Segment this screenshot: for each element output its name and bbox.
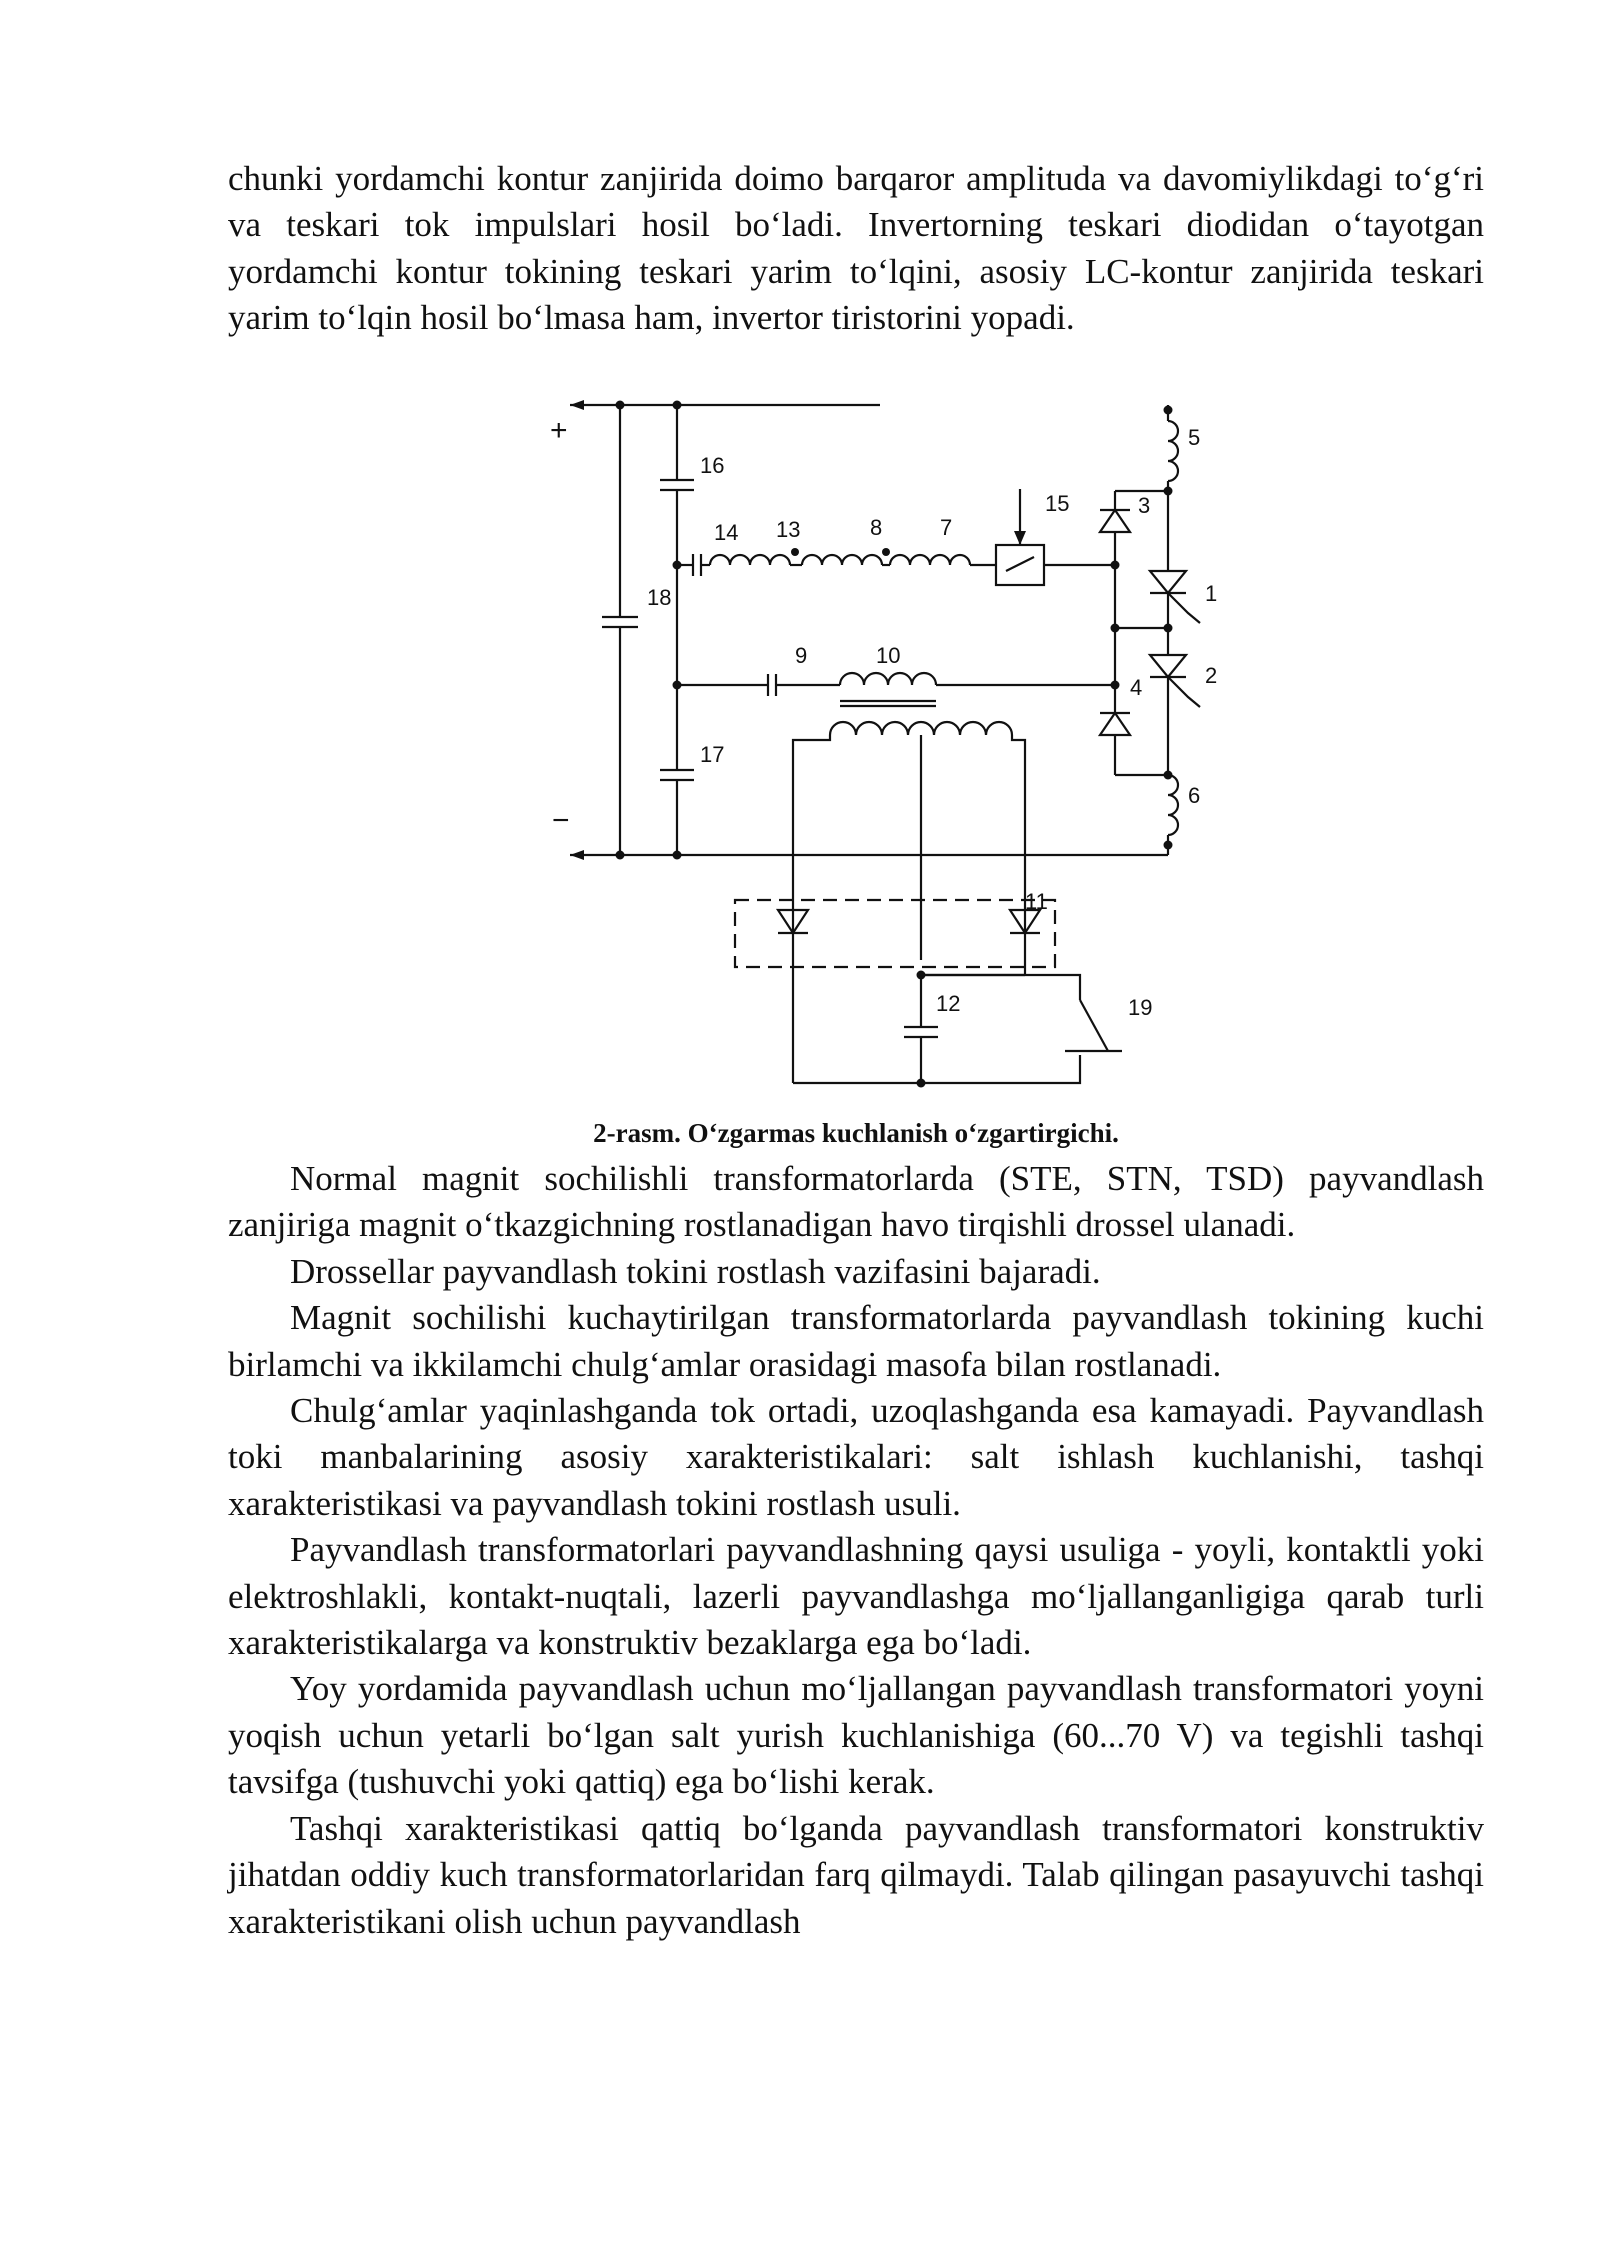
inductor-13-coil xyxy=(710,555,790,565)
label-7: 7 xyxy=(940,515,953,540)
diode-3-icon xyxy=(1100,510,1130,532)
label-5: 5 xyxy=(1188,425,1201,450)
paragraph-7: Tashqi xarakteristikasi qattiq bo‘lganda payvandlash transformatori konstruktiv jihatdan oddiy kuch transformatorlaridan farq qilmaydi. Talab qilingan pasayuvchi tashqi xarakteristikani olish uchun payvandlash xyxy=(228,1808,1484,1941)
label-19: 19 xyxy=(1128,995,1153,1020)
plus-arrow-icon xyxy=(570,400,584,410)
label-16: 16 xyxy=(700,453,725,478)
transformer-10-secondary xyxy=(830,722,1012,735)
thyristor-1-icon xyxy=(1150,571,1186,593)
thyristor-2-icon xyxy=(1150,655,1186,677)
thyristor-1-gate xyxy=(1168,593,1200,623)
minus-arrow-icon xyxy=(570,850,584,860)
label-4: 4 xyxy=(1130,675,1143,700)
inductor-5-coil xyxy=(1168,421,1178,481)
plus-label: + xyxy=(550,414,568,447)
transformer-10-primary xyxy=(840,673,936,685)
node-dot xyxy=(1111,624,1120,633)
node-dot xyxy=(673,851,682,860)
circuit-diagram xyxy=(540,395,1220,1095)
thyristor-2-gate xyxy=(1168,677,1200,707)
label-6: 6 xyxy=(1188,783,1201,808)
label-1: 1 xyxy=(1205,581,1218,606)
body-text-block xyxy=(228,1156,1484,1945)
label-11: 11 xyxy=(1025,889,1048,914)
inductor-6-coil xyxy=(1168,775,1178,835)
label-14: 14 xyxy=(714,520,739,545)
inductor-7-coil xyxy=(890,555,970,565)
winding-dot xyxy=(882,548,890,556)
paragraph-1: Normal magnit sochilishli transformatorlarda (STE, STN, TSD) payvandlash zanjiriga magnit o‘tkazgichning rostlanadigan havo tirqishli drossel ulanadi. xyxy=(228,1159,1484,1245)
inductor-8-coil xyxy=(802,555,882,565)
minus-label: − xyxy=(552,804,570,837)
intro-paragraph: chunki yordamchi kontur zanjirida doimo barqaror amplituda va davomiylikdagi to‘g‘ri va teskari tok impulslari hosil bo‘ladi. Invertorning teskari diodidan o‘tayotgan yordamchi kontur tokining teskari yarim to‘lqini, asosiy LC-kontur zanjirida teskari yarim to‘lqin hosil bo‘lmasa ham, invertor tiristorini yopadi. xyxy=(228,159,1484,338)
label-12: 12 xyxy=(936,991,961,1016)
label-13: 13 xyxy=(776,517,801,542)
label-8: 8 xyxy=(870,515,883,540)
intro-text-block xyxy=(228,156,1484,342)
paragraph-6: Yoy yordamida payvandlash uchun mo‘ljallangan payvandlash transformatori yoyni yoqish uchun yetarli bo‘lgan salt yurish kuchlanishiga (60...70 V) va tegishli tashqi tavsifga (tushuvchi yoki qattiq) ega bo‘lishi kerak. xyxy=(228,1669,1484,1802)
output-wire xyxy=(921,1055,1080,1083)
node-dot xyxy=(616,851,625,860)
switch-19-contact xyxy=(1080,1000,1108,1051)
paragraph-5: Payvandlash transformatorlari payvandlashning qaysi usuliga - yoyli, kontaktli yoki elektroshlakli, kontakt-nuqtali, lazerli payvandlashga mo‘ljallanganligiga qarab turli xarakteristikalarga va konstruktiv bezaklarga ega bo‘ladi. xyxy=(228,1530,1484,1663)
paragraph-2: Drossellar payvandlash tokini rostlash vazifasini bajaradi. xyxy=(290,1251,1101,1291)
label-2: 2 xyxy=(1205,663,1218,688)
winding-dot xyxy=(791,548,799,556)
diode-4-icon xyxy=(1100,713,1130,735)
label-9: 9 xyxy=(795,643,808,668)
figure-caption: 2-rasm. O‘zgarmas kuchlanish o‘zgartirgichi. xyxy=(593,1118,1119,1148)
label-18: 18 xyxy=(647,585,672,610)
label-17: 17 xyxy=(700,742,725,767)
label-3: 3 xyxy=(1138,493,1151,518)
paragraph-4: Chulg‘amlar yaqinlashganda tok ortadi, uzoqlashganda esa kamayadi. Payvandlash toki manbalarining asosiy xarakteristikalari: salt ishlash kuchlanishi, tashqi xarakteristikasi va payvandlash tokini rostlash usuli. xyxy=(228,1391,1484,1523)
control-arrow-icon xyxy=(1014,531,1026,545)
label-15: 15 xyxy=(1045,491,1070,516)
paragraph-3: Magnit sochilishi kuchaytirilgan transformatorlarda payvandlash tokining kuchi birlamchi va ikkilamchi chulg‘amlar orasidagi masofa bilan rostlanadi. xyxy=(228,1298,1484,1384)
circuit-diagram-figure xyxy=(540,395,1220,1095)
label-10: 10 xyxy=(876,643,901,668)
node-dot xyxy=(673,401,682,410)
node-dot xyxy=(616,401,625,410)
switch-15-contact xyxy=(1006,557,1034,571)
